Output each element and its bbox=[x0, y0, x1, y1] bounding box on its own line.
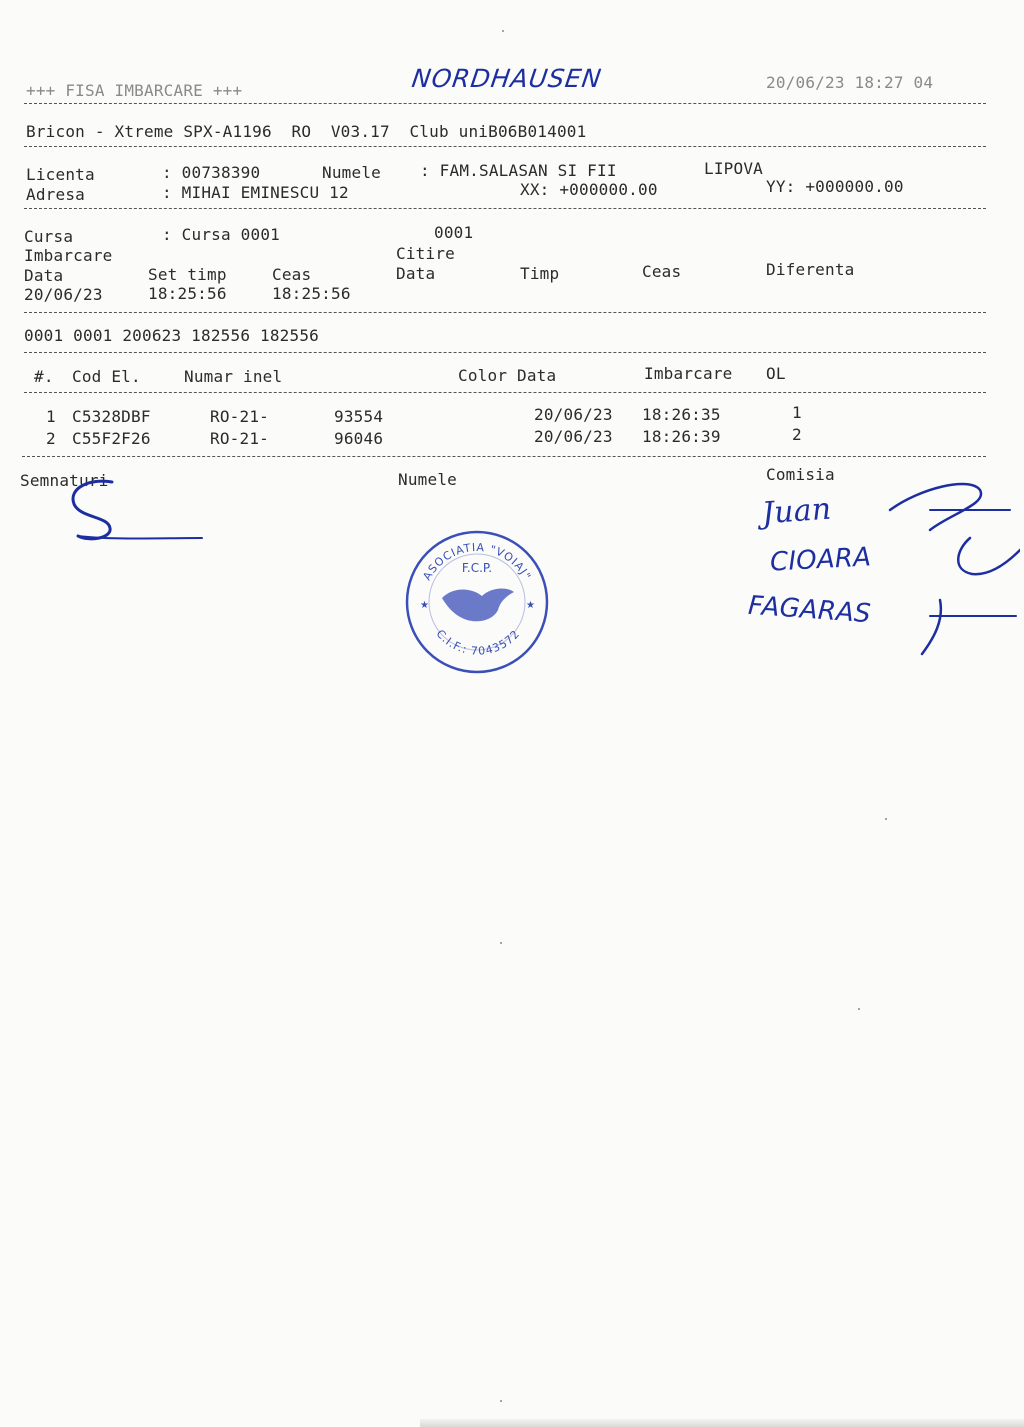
adresa-value: : MIHAI EMINESCU 12 bbox=[162, 183, 349, 202]
numele-value: : FAM.SALASAN SI FII bbox=[420, 161, 617, 180]
document-title: +++ FISA IMBARCARE +++ bbox=[26, 81, 243, 100]
signature-scribble bbox=[50, 470, 270, 560]
th-inel: Numar inel bbox=[184, 367, 283, 386]
paper-speck bbox=[500, 942, 502, 944]
row-ol: 1 bbox=[792, 403, 802, 422]
row-ring-prefix: RO-21- bbox=[210, 429, 269, 448]
divider bbox=[22, 456, 986, 457]
row-ring-prefix: RO-21- bbox=[210, 407, 269, 426]
row-ring-number: 96046 bbox=[334, 429, 384, 448]
col-citire-data: Data bbox=[396, 264, 436, 283]
row-ol: 2 bbox=[792, 425, 802, 444]
divider bbox=[24, 312, 986, 313]
imbarcare-set-timp: 18:25:56 bbox=[148, 284, 227, 303]
th-ol: OL bbox=[766, 364, 786, 383]
stamp-top-text: ASOCIATIA "VOIAJ" bbox=[420, 540, 534, 583]
numele-label: Numele bbox=[322, 163, 381, 182]
row-num: 2 bbox=[46, 429, 56, 448]
print-datetime: 20/06/23 18:27 04 bbox=[766, 73, 934, 92]
comisia-handwriting-2: CIOARA bbox=[769, 542, 872, 578]
th-color-data: Color Data bbox=[458, 366, 557, 385]
col-citire-ceas: Ceas bbox=[642, 262, 682, 281]
association-stamp bbox=[402, 526, 552, 676]
owner-city: LIPOVA bbox=[704, 159, 763, 178]
comisia-label: Comisia bbox=[766, 465, 835, 484]
svg-text:C.I.F.: 7043572 bbox=[433, 627, 522, 658]
cursa-value: : Cursa 0001 bbox=[162, 225, 280, 244]
row-num: 1 bbox=[46, 407, 56, 426]
divider bbox=[24, 392, 986, 393]
row-date: 20/06/23 bbox=[534, 405, 613, 424]
col-set-timp: Set timp bbox=[148, 265, 227, 284]
row-cod: C5328DBF bbox=[72, 407, 151, 426]
row-date: 20/06/23 bbox=[534, 427, 613, 446]
device-info: Bricon - Xtreme SPX-A1196 RO V03.17 Club uniB06B014001 bbox=[26, 122, 587, 141]
cursa-code: 0001 bbox=[434, 223, 474, 242]
comisia-signature-strokes bbox=[860, 470, 1020, 660]
paper-speck bbox=[500, 1400, 502, 1402]
xx-coordinate: XX: +000000.00 bbox=[520, 180, 658, 199]
comisia-handwriting-1: Juan bbox=[760, 491, 833, 532]
imbarcare-label: Imbarcare bbox=[24, 246, 113, 265]
semnaturi-label: Semnaturi bbox=[20, 471, 109, 490]
divider bbox=[24, 146, 986, 147]
paper-edge-shadow bbox=[420, 1419, 1024, 1427]
imbarcare-ceas: 18:25:56 bbox=[272, 284, 351, 303]
licenta-label: Licenta bbox=[26, 165, 95, 184]
row-time: 18:26:39 bbox=[642, 427, 721, 446]
stamp-bottom-text: C.I.F.: 7043572 bbox=[433, 627, 523, 658]
adresa-label: Adresa bbox=[26, 185, 85, 204]
col-ceas: Ceas bbox=[272, 265, 312, 284]
divider bbox=[24, 208, 986, 209]
citire-label: Citire bbox=[396, 244, 455, 263]
paper-speck bbox=[502, 30, 504, 32]
numele-label-footer: Numele bbox=[398, 470, 457, 489]
row-time: 18:26:35 bbox=[642, 405, 721, 424]
row-ring-number: 93554 bbox=[334, 407, 384, 426]
divider bbox=[24, 103, 986, 104]
svg-text:★: ★ bbox=[420, 600, 429, 611]
row-cod: C55F2F26 bbox=[72, 429, 151, 448]
paper-speck bbox=[885, 818, 887, 820]
summary-line: 0001 0001 200623 182556 182556 bbox=[24, 326, 319, 345]
th-cod: Cod El. bbox=[72, 367, 141, 386]
col-timp: Timp bbox=[520, 264, 560, 283]
svg-text:★: ★ bbox=[526, 600, 535, 611]
th-imbarcare: Imbarcare bbox=[644, 364, 733, 383]
comisia-handwriting-3: FAGARAS bbox=[747, 590, 872, 630]
col-diferenta: Diferenta bbox=[766, 260, 855, 279]
imbarcare-date: 20/06/23 bbox=[24, 285, 103, 304]
divider bbox=[24, 352, 986, 353]
licenta-value: : 00738390 bbox=[162, 163, 261, 182]
stamp-org: F.C.P. bbox=[461, 561, 493, 575]
stamp-ring bbox=[402, 526, 552, 676]
yy-coordinate: YY: +000000.00 bbox=[766, 177, 904, 196]
paper-speck bbox=[858, 1008, 860, 1010]
th-num: #. bbox=[34, 367, 54, 386]
col-data: Data bbox=[24, 266, 64, 285]
handwritten-location: NORDHAUSEN bbox=[410, 64, 604, 93]
cursa-label: Cursa bbox=[24, 227, 74, 246]
dove-icon bbox=[442, 589, 514, 622]
